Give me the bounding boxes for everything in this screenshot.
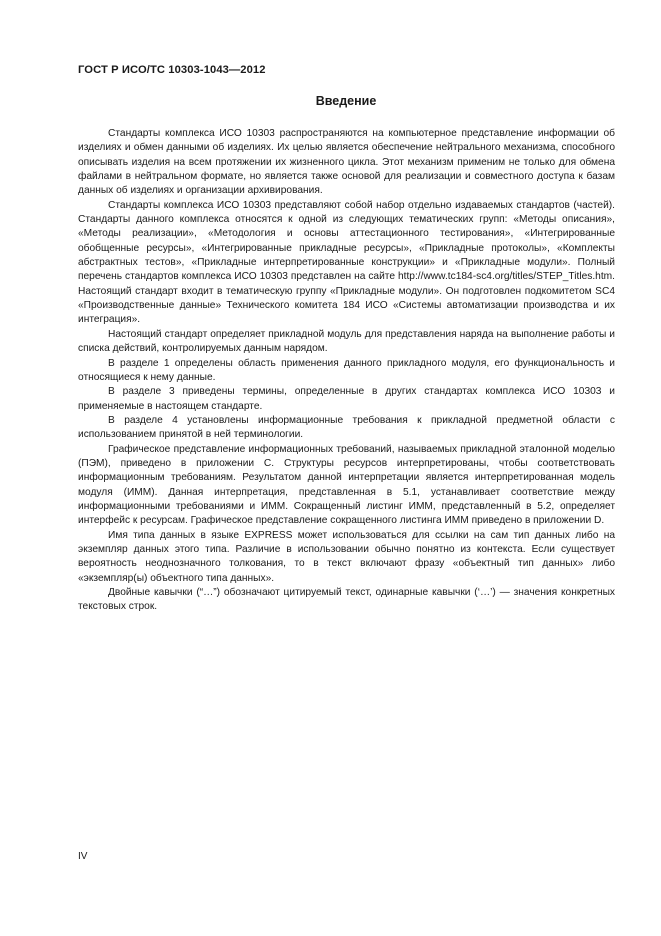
paragraph-section-1: В разделе 1 определены область применения данного прикладного модуля, его функциональность и относящиеся к нему данные. [78,357,615,383]
paragraph-scope: Стандарты комплекса ИСО 10303 распространяются на компьютерное представление информации об изделиях и обмен данными об изделиях. Их целью является обеспечение нейтрального механизма, способного описывать изделия на всем протяжении их жизненного цикла. Этот механизм применим не только для обмена файлами в нейтральном формате, но является также основой для реализации и совместного доступа к базам данных об изделиях и организации архивирования. [78,128,615,197]
paragraph-section-4: В разделе 4 установлены информационные требования к прикладной предметной области с использованием принятой в ней терминологии. [78,414,615,441]
page-number: IV [78,851,88,862]
body-text [78,127,615,615]
paragraph-express: Имя типа данных в языке EXPRESS может использоваться для ссылки на сам тип данных либо на экземпляр данных этого типа. Различие в использовании обычно понятно из контекста. Если существует вероятность неоднозначного толкования, то в текст включают фразу «объектный тип данных» либо «экземпляр(ы) объектного типа данных». [78,529,615,584]
paragraph-section-3: В разделе 3 приведены термины, определенные в других стандартах комплекса ИСО 10303 и применяемые в настоящем стандарте. [78,386,615,412]
paragraph-quotes: Двойные кавычки (“…”) обозначают цитируемый текст, одинарные кавычки (‘…’) — значения конкретных текстовых строк. [78,587,615,613]
paragraph-purpose: Настоящий стандарт определяет прикладной модуль для представления наряда на выполнение работы и списка действий, контролируемых данным нарядом. [78,328,615,355]
document-header: ГОСТ Р ИСО/ТС 10303-1043—2012 [78,64,266,76]
paragraph-graphical: Графическое представление информационных требований, называемых прикладной эталонной моделью (ПЭМ), приведено в приложении C. Структуры ресурсов интерпретированы, чтобы соответствовать информационным требованиям. Результатом данной интерпретации является интерпретированная модель модуля (ИММ). Данная интерпретация, представленная в 5.1, устанавливает соответствие между информационными требованиями и ИММ. Сокращенный листинг ИММ, представленный в 5.2, определяет интерфейс к ресурсам. Графическое представление сокращенного листинга ИММ приведено в приложении D. [78,443,615,527]
paragraph-series: Стандарты комплекса ИСО 10303 представляют собой набор отдельно издаваемых стандартов (частей). Стандарты данного комплекса относятся к одной из следующих тематических групп: «Методы описания», «Методы реализации», «Методология и основы аттестационного тестирования», «Интегрированные обобщенные ресурсы», «Интегрированные прикладные ресурсы», «Прикладные протоколы», «Комплекты абстрактных тестов», «Прикладные интерпретированные конструкции» и «Прикладные модули». Полный перечень стандартов комплекса ИСО 10303 представлен на сайте http://www.tc184-sc4.org/titles/STEP_Titles.htm. Настоящий стандарт входит в тематическую группу «Прикладные модули». Он подготовлен подкомитетом SC4 «Производственные данные» Технического комитета 184 ИСО «Системы автоматизации производства и их интеграция». [78,199,615,326]
section-title: Введение [315,94,377,108]
